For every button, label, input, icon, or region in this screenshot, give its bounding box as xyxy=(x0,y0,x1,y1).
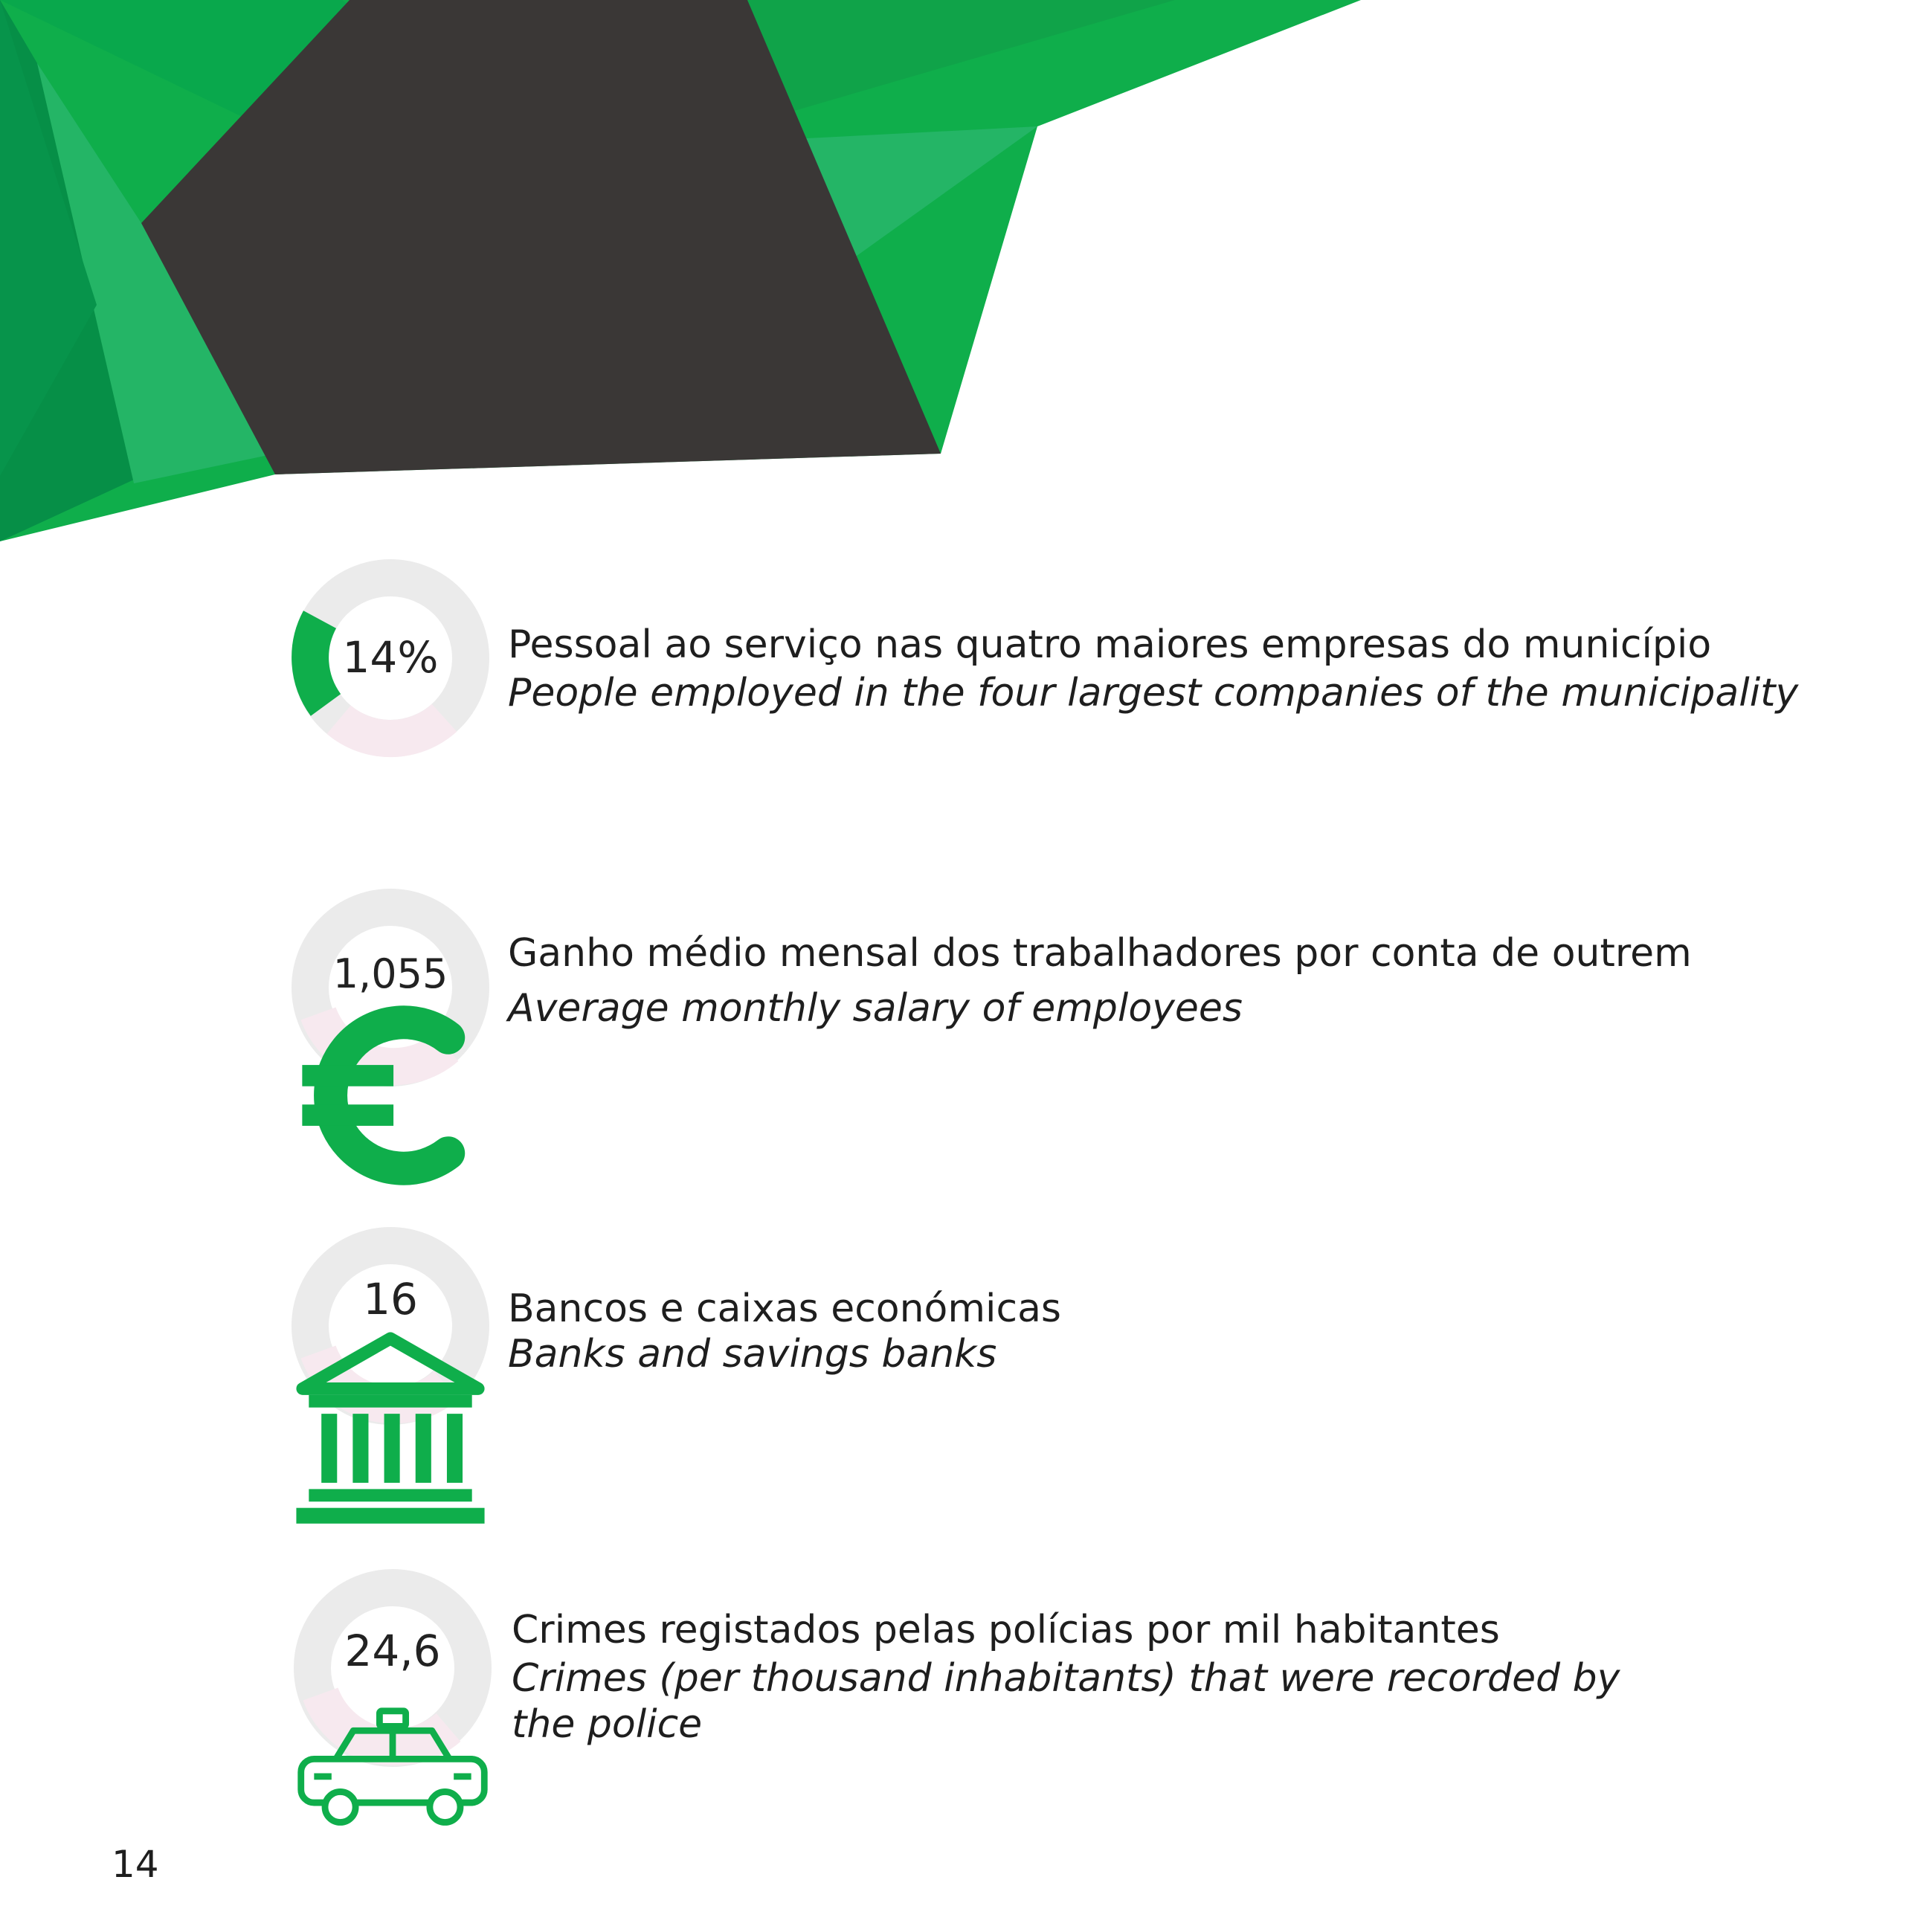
page-number: 14 xyxy=(112,1843,159,1886)
stat-label-english: Crimes (per thousand inhabitants) that were recorded by the police xyxy=(512,1656,1620,1747)
stat-label-english: People employed in the four largest companies of the municipality xyxy=(508,671,1799,715)
stat-value: 24,6 xyxy=(344,1626,441,1676)
stat-label-english: Banks and savings banks xyxy=(508,1332,997,1376)
stat-label-portuguese: Bancos e caixas económicas xyxy=(508,1287,1062,1331)
stat-label-portuguese: Crimes registados pelas polícias por mil habitantes xyxy=(512,1608,1500,1652)
stat-label-portuguese: Ganho médio mensal dos trabalhadores por conta de outrem xyxy=(508,931,1692,976)
donut-ring xyxy=(292,1568,493,1768)
donut-ring xyxy=(290,558,491,759)
stat-label-portuguese: Pessoal ao serviço nas quatro maiores empresas do município xyxy=(508,622,1712,667)
stat-value: 16 xyxy=(363,1274,418,1324)
stat-value: 1,055 xyxy=(332,950,448,997)
stat-label-english: Average monthly salary of employees xyxy=(508,986,1243,1031)
stat-value: 14% xyxy=(342,632,439,683)
header-polygon-graphic xyxy=(0,0,1932,565)
donut-ring xyxy=(290,1226,491,1426)
donut-ring xyxy=(290,887,491,1088)
